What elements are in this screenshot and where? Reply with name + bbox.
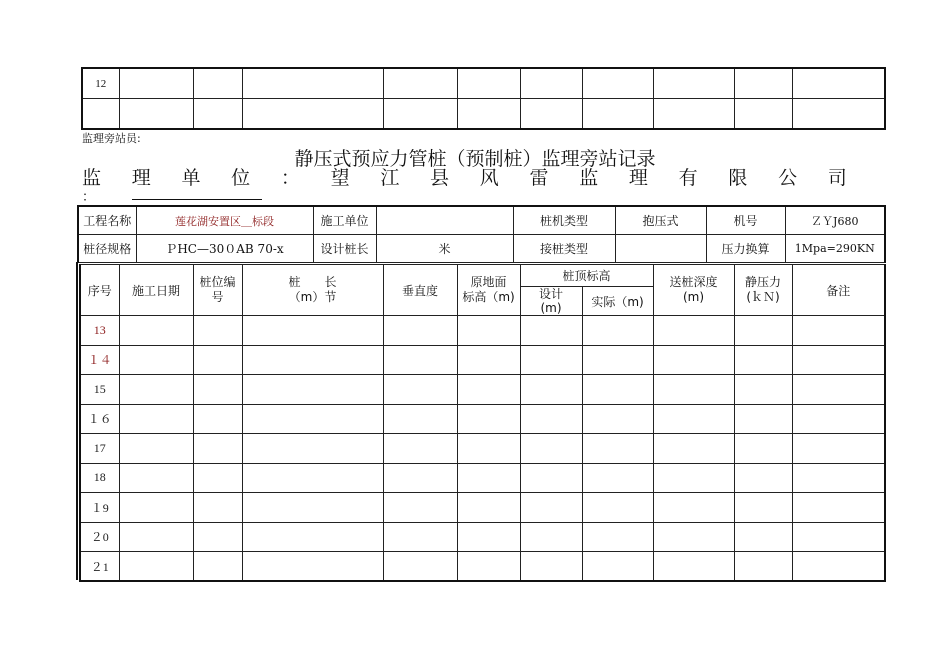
joint-type-label: 接桩类型 (513, 235, 615, 263)
header-depth-top: 送桩深度 (669, 275, 718, 289)
header-seq: 序号 (80, 265, 119, 316)
pile-spec-value[interactable]: ＰHC—30０AB 70-x (136, 235, 313, 263)
table-cell[interactable] (119, 99, 193, 130)
table-cell[interactable] (242, 68, 383, 99)
supervision-unit-char: 理 (131, 167, 151, 189)
table-cell[interactable] (582, 345, 653, 375)
supervision-unit-line (82, 163, 847, 190)
table-cell[interactable] (653, 316, 734, 346)
table-cell[interactable] (520, 493, 582, 523)
table-cell[interactable] (734, 463, 792, 493)
table-cell[interactable] (734, 68, 792, 99)
table-cell[interactable] (242, 522, 383, 552)
table-cell[interactable] (119, 463, 193, 493)
table-cell[interactable] (457, 375, 520, 405)
row-seq (82, 99, 119, 130)
header-depth (653, 265, 734, 316)
header-ground-elev (457, 265, 520, 316)
table-cell[interactable] (119, 68, 193, 99)
machine-no-value[interactable]: ＺＹJ680 (785, 206, 885, 235)
table-cell[interactable] (520, 434, 582, 464)
pile-log-body (80, 316, 885, 582)
pile-spec-label: 桩径规格 (78, 235, 136, 263)
table-cell[interactable] (792, 552, 885, 582)
table-cell[interactable] (653, 463, 734, 493)
table-cell[interactable] (383, 552, 457, 582)
table-cell[interactable] (242, 316, 383, 346)
table-cell[interactable] (193, 493, 242, 523)
supervision-unit-char: ： (280, 167, 300, 189)
supervision-unit-char: 限 (728, 167, 748, 189)
table-cell[interactable] (792, 68, 885, 99)
table-cell[interactable] (242, 99, 383, 130)
table-cell[interactable] (653, 434, 734, 464)
table-row (80, 434, 885, 464)
table-row (80, 522, 885, 552)
pile-machine-type-value[interactable]: 抱压式 (615, 206, 706, 235)
header-design (520, 287, 582, 316)
construction-unit-value[interactable] (376, 206, 513, 235)
supervision-unit-char: 位 (231, 167, 251, 189)
table-cell[interactable] (119, 404, 193, 434)
table-cell[interactable] (653, 99, 734, 130)
page-title: 静压式预应力管桩（预制桩）监理旁站记录 (294, 148, 656, 170)
table-cell[interactable] (119, 316, 193, 346)
table-cell[interactable] (119, 434, 193, 464)
machine-no-label: 机号 (706, 206, 785, 235)
row-seq: 12 (82, 68, 119, 99)
table-row (80, 463, 885, 493)
row-seq: ２0 (80, 522, 119, 552)
pile-info-table (77, 205, 886, 263)
table-row (80, 345, 885, 375)
supervision-unit-char: 单 (181, 167, 201, 189)
table-cell[interactable] (653, 552, 734, 582)
table-cell[interactable] (792, 463, 885, 493)
table-cell[interactable] (193, 404, 242, 434)
table-cell[interactable] (119, 345, 193, 375)
table-cell[interactable] (582, 463, 653, 493)
table-cell[interactable] (792, 99, 885, 130)
table-cell[interactable] (582, 434, 653, 464)
supervision-unit-char: 理 (628, 167, 648, 189)
table-cell[interactable] (457, 316, 520, 346)
table-cell[interactable] (734, 404, 792, 434)
table-cell[interactable] (653, 404, 734, 434)
table-cell[interactable] (119, 493, 193, 523)
pile-machine-type-label: 桩机类型 (513, 206, 615, 235)
header-date: 施工日期 (119, 265, 193, 316)
row-seq: １9 (80, 493, 119, 523)
pressure-conversion-value[interactable]: 1Mpa=290KN (785, 235, 885, 263)
table-cell[interactable] (383, 375, 457, 405)
table-cell[interactable] (383, 345, 457, 375)
table-cell[interactable] (792, 522, 885, 552)
supervision-unit-char: 望 (330, 167, 350, 189)
row-seq: １６ (80, 404, 119, 434)
table-cell[interactable] (582, 316, 653, 346)
previous-log-table (81, 67, 886, 130)
header-remarks: 备注 (792, 265, 885, 316)
table-cell[interactable] (457, 463, 520, 493)
header-pressure-bottom: (ｋＮ) (746, 290, 780, 304)
table-cell[interactable] (457, 552, 520, 582)
supervision-unit-char: 监 (579, 167, 599, 189)
table-cell[interactable] (653, 345, 734, 375)
table-cell[interactable] (582, 375, 653, 405)
table-cell[interactable] (582, 493, 653, 523)
table-row (80, 404, 885, 434)
header-ground-elev-bottom: 标高（m) (462, 290, 515, 304)
table-row (80, 493, 885, 523)
row-seq: １４ (80, 345, 119, 375)
table-cell[interactable] (457, 404, 520, 434)
header-length-top: 桩 长 (288, 275, 337, 289)
supervision-unit-char: 风 (479, 167, 499, 189)
project-name-value[interactable]: 莲花湖安置区＿标段 (136, 206, 313, 235)
supervision-unit-char: 司 (827, 167, 847, 189)
table-cell[interactable] (582, 68, 653, 99)
table-cell[interactable] (520, 463, 582, 493)
table-cell[interactable] (582, 552, 653, 582)
header-verticality: 垂直度 (383, 265, 457, 316)
table-cell[interactable] (193, 316, 242, 346)
table-cell[interactable] (242, 434, 383, 464)
table-cell[interactable] (457, 522, 520, 552)
table-cell[interactable] (653, 493, 734, 523)
header-ground-elev-top: 原地面 (470, 275, 507, 289)
table-cell[interactable] (520, 316, 582, 346)
table-cell[interactable] (653, 68, 734, 99)
record-no-field[interactable] (132, 199, 262, 200)
table-cell[interactable] (734, 316, 792, 346)
table-cell[interactable] (193, 522, 242, 552)
table-cell[interactable] (242, 404, 383, 434)
pressure-conversion-label: 压力换算 (706, 235, 785, 263)
table-cell[interactable] (383, 493, 457, 523)
table-cell[interactable] (383, 316, 457, 346)
table-cell[interactable] (734, 434, 792, 464)
table-cell[interactable] (792, 404, 885, 434)
table-cell[interactable] (520, 552, 582, 582)
table-cell[interactable] (734, 345, 792, 375)
header-pressure-top: 静压力 (745, 275, 782, 289)
row-seq: 15 (80, 375, 119, 405)
table-cell[interactable] (193, 375, 242, 405)
header-length (242, 265, 383, 316)
table-cell[interactable] (734, 99, 792, 130)
table-cell[interactable] (383, 99, 457, 130)
supervision-unit-char: 公 (778, 167, 798, 189)
table-cell[interactable] (792, 375, 885, 405)
previous-log-body (82, 68, 885, 129)
table-cell[interactable] (242, 463, 383, 493)
header-length-bottom: （m）节 (288, 290, 337, 304)
table-cell[interactable] (792, 316, 885, 346)
table-cell[interactable] (792, 493, 885, 523)
supervision-unit-char: 监 (82, 167, 102, 189)
joint-type-value[interactable] (615, 235, 706, 263)
table-cell[interactable] (193, 552, 242, 582)
table-row (80, 316, 885, 346)
row-seq: 18 (80, 463, 119, 493)
design-length-label: 设计桩长 (313, 235, 376, 263)
table-cell[interactable] (734, 552, 792, 582)
table-cell[interactable] (582, 404, 653, 434)
table-cell[interactable] (653, 522, 734, 552)
header-pile-no: 桩位编号 (193, 265, 242, 316)
design-length-value[interactable]: 米 (376, 235, 513, 263)
table-cell[interactable] (119, 552, 193, 582)
table-cell[interactable] (520, 375, 582, 405)
header-top-elevation: 桩顶标高 (520, 265, 653, 287)
row-seq: 13 (80, 316, 119, 346)
table-cell[interactable] (193, 463, 242, 493)
table-cell[interactable] (383, 522, 457, 552)
header-actual: 实际（m) (582, 287, 653, 316)
table-cell[interactable] (653, 375, 734, 405)
table-cell[interactable] (520, 99, 582, 130)
construction-unit-label: 施工单位 (313, 206, 376, 235)
table-cell[interactable] (119, 522, 193, 552)
table-cell[interactable] (520, 522, 582, 552)
table-cell[interactable] (792, 345, 885, 375)
row-seq: ２1 (80, 552, 119, 582)
table-cell[interactable] (734, 375, 792, 405)
table-cell[interactable] (792, 434, 885, 464)
table-cell[interactable] (242, 493, 383, 523)
table-cell[interactable] (119, 375, 193, 405)
table-cell[interactable] (457, 99, 520, 130)
table-cell[interactable] (734, 493, 792, 523)
header-design-bottom: (m) (540, 301, 562, 315)
table-cell[interactable] (457, 434, 520, 464)
supervision-unit-char: 雷 (529, 167, 549, 189)
left-margin-rule (76, 262, 78, 580)
table-cell[interactable] (193, 68, 242, 99)
table-row (82, 68, 885, 99)
table-row (80, 375, 885, 405)
table-cell[interactable] (383, 68, 457, 99)
table-cell[interactable] (193, 99, 242, 130)
table-cell[interactable] (457, 68, 520, 99)
table-row (82, 99, 885, 130)
row-seq: 17 (80, 434, 119, 464)
supervision-unit-char: 县 (430, 167, 450, 189)
table-cell[interactable] (242, 375, 383, 405)
header-depth-bottom: (m) (682, 290, 705, 304)
header-pressure (734, 265, 792, 316)
table-cell[interactable] (582, 99, 653, 130)
table-cell[interactable] (457, 493, 520, 523)
table-cell[interactable] (520, 68, 582, 99)
table-cell[interactable] (520, 404, 582, 434)
inspector-label: 监理旁站员: (82, 132, 141, 145)
table-cell[interactable] (734, 522, 792, 552)
supervision-unit-char: 有 (678, 167, 698, 189)
table-cell[interactable] (383, 463, 457, 493)
supervision-unit-char: 江 (380, 167, 400, 189)
table-cell[interactable] (242, 552, 383, 582)
table-cell[interactable] (457, 345, 520, 375)
table-cell[interactable] (383, 434, 457, 464)
table-row (80, 552, 885, 582)
table-cell[interactable] (193, 434, 242, 464)
pile-log-table (79, 264, 886, 582)
table-cell[interactable] (520, 345, 582, 375)
table-cell[interactable] (383, 404, 457, 434)
record-no-label: ： (82, 190, 96, 205)
project-name-label: 工程名称 (78, 206, 136, 235)
table-cell[interactable] (582, 522, 653, 552)
table-cell[interactable] (193, 345, 242, 375)
header-design-top: 设计 (538, 287, 563, 301)
table-cell[interactable] (242, 345, 383, 375)
